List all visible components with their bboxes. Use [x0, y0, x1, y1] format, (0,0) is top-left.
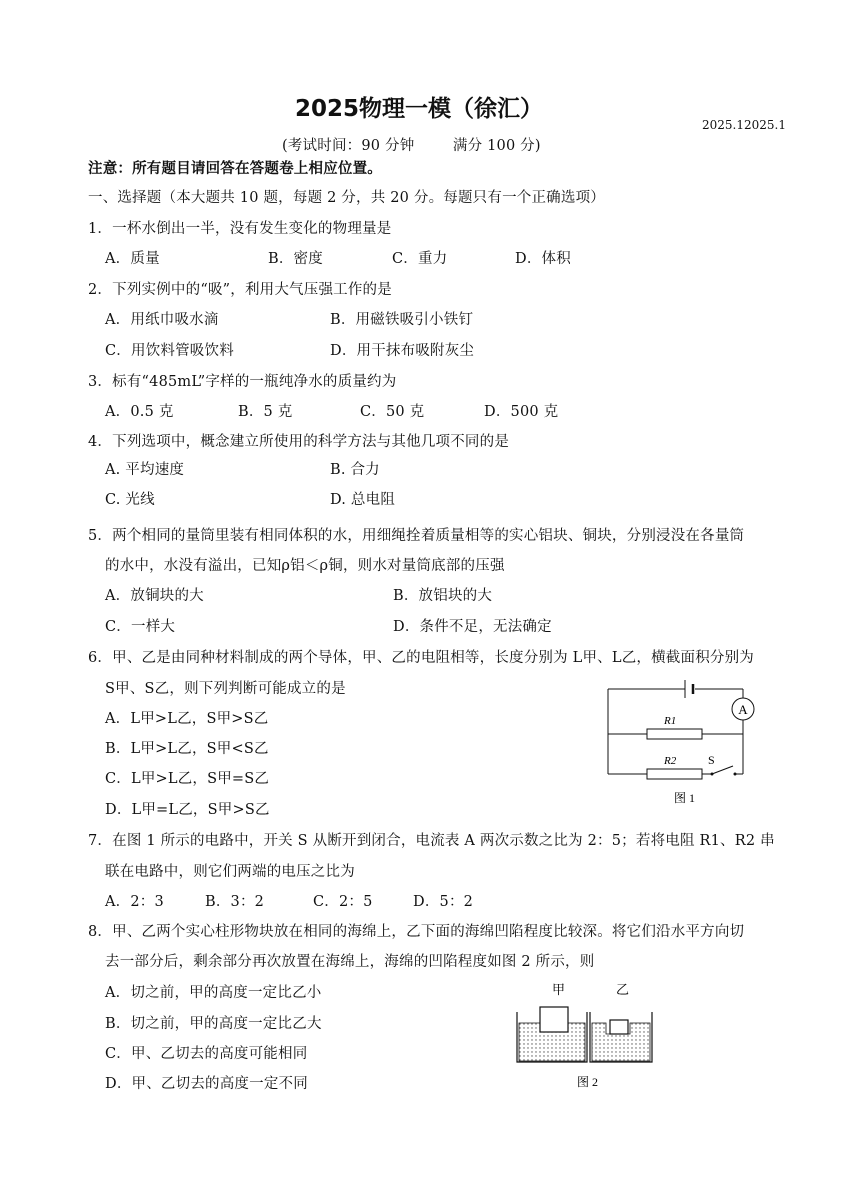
q3-option-d: D．500 克: [484, 404, 559, 420]
exam-info: (考试时间：90 分钟 满分 100 分): [282, 138, 541, 154]
q2-option-a: A．用纸巾吸水滴: [105, 312, 219, 328]
q1-option-d: D．体积: [515, 251, 571, 267]
q7-option-d: D．5：2: [413, 894, 474, 910]
question-7-stem-line2: 联在电路中，则它们两端的电压之比为: [105, 864, 355, 880]
q6-option-b: B．L甲>L乙，S甲<S乙: [105, 741, 269, 757]
r1-label: R1: [664, 715, 677, 727]
q8-option-b: B．切之前，甲的高度一定比乙大: [105, 1016, 322, 1032]
q2-option-b: B．用磁铁吸引小铁钉: [330, 312, 474, 328]
q1-option-b: B．密度: [268, 251, 323, 267]
q4-option-a: A. 平均速度: [105, 462, 185, 478]
q5-option-c: C．一样大: [105, 619, 176, 635]
switch-contact: [734, 773, 737, 776]
figure-2-caption: 图 2: [577, 1075, 599, 1089]
resistor-r1: [647, 729, 702, 739]
question-7-stem-line1: 7．在图 1 所示的电路中，开关 S 从断开到闭合，电流表 A 两次示数之比为 2：5；若将电阻 R1、R2 串: [88, 833, 775, 849]
q5-option-d: D．条件不足，无法确定: [393, 619, 552, 635]
q7-option-c: C．2：5: [313, 894, 373, 910]
q6-option-a: A．L甲>L乙，S甲>S乙: [105, 711, 269, 727]
figure-2-label-yi: 乙: [616, 982, 630, 997]
q2-option-d: D．用干抹布吸附灰尘: [330, 343, 475, 359]
r2-label: R2: [664, 755, 677, 767]
question-1-stem: 1．一杯水倒出一半，没有发生变化的物理量是: [88, 221, 392, 237]
block-yi: [610, 1020, 628, 1034]
block-jia: [540, 1007, 568, 1032]
question-5-stem-line1: 5．两个相同的量筒里装有相同体积的水，用细绳拴着质量相等的实心铝块、铜块，分别浸没在各量筒: [88, 528, 745, 544]
q4-option-c: C. 光线: [105, 492, 155, 508]
q8-option-a: A．切之前，甲的高度一定比乙小: [105, 985, 322, 1001]
q5-option-a: A．放铜块的大: [105, 588, 204, 604]
question-8-stem-line2: 去一部分后，剩余部分再次放置在海绵上，海绵的凹陷程度如图 2 所示，则: [105, 954, 595, 970]
question-2-stem: 2．下列实例中的“吸”，利用大气压强工作的是: [88, 282, 392, 298]
q1-option-c: C．重力: [392, 251, 448, 267]
q6-option-d: D．L甲=L乙，S甲>S乙: [105, 802, 270, 818]
question-4-stem: 4．下列选项中，概念建立所使用的科学方法与其他几项不同的是: [88, 434, 510, 450]
q1-option-a: A．质量: [105, 251, 160, 267]
question-6-stem-line1: 6．甲、乙是由同种材料制成的两个导体，甲、乙的电阻相等，长度分别为 L甲、L乙，横截面积分别为: [88, 650, 754, 666]
q3-option-a: A．0.5 克: [105, 404, 174, 420]
q8-option-d: D．甲、乙切去的高度一定不同: [105, 1076, 308, 1092]
question-3-stem: 3．标有“485mL”字样的一瓶纯净水的质量约为: [88, 374, 397, 390]
q7-option-b: B．3：2: [205, 894, 265, 910]
q5-option-b: B．放铝块的大: [393, 588, 493, 604]
switch-label: S: [708, 753, 715, 767]
figure-2-label-jia: 甲: [552, 982, 566, 997]
exam-date: 2025.12025.1: [702, 118, 786, 132]
q2-option-c: C．用饮料管吸饮料: [105, 343, 234, 359]
resistor-r2: [647, 769, 702, 779]
figure-1-caption: 图 1: [674, 791, 696, 805]
switch-pivot: [711, 773, 714, 776]
question-8-stem-line1: 8．甲、乙两个实心柱形物块放在相同的海绵上，乙下面的海绵凹陷程度比较深。将它们沿水平方向切: [88, 924, 745, 940]
notice: 注意：所有题目请回答在答题卷上相应位置。: [88, 160, 382, 177]
section-heading: 一、选择题（本大题共 10 题，每题 2 分，共 20 分。每题只有一个正确选项）: [88, 190, 605, 206]
page-title: 2025物理一模（徐汇）: [295, 96, 544, 122]
q3-option-c: C．50 克: [360, 404, 425, 420]
figure-1-circuit: [600, 676, 770, 811]
question-5-stem-line2: 的水中，水没有溢出，已知ρ铝＜ρ铜，则水对量筒底部的压强: [105, 558, 505, 574]
q4-option-b: B. 合力: [330, 462, 380, 478]
q7-option-a: A．2：3: [105, 894, 164, 910]
q6-option-c: C．L甲>L乙，S甲=S乙: [105, 771, 270, 787]
q4-option-d: D. 总电阻: [330, 492, 396, 508]
ammeter-label: A: [738, 702, 748, 717]
question-6-stem-line2: S甲、S乙，则下列判断可能成立的是: [105, 681, 346, 697]
q8-option-c: C．甲、乙切去的高度可能相同: [105, 1046, 308, 1062]
figure-2-sponges: [510, 978, 660, 1096]
q3-option-b: B．5 克: [238, 404, 293, 420]
